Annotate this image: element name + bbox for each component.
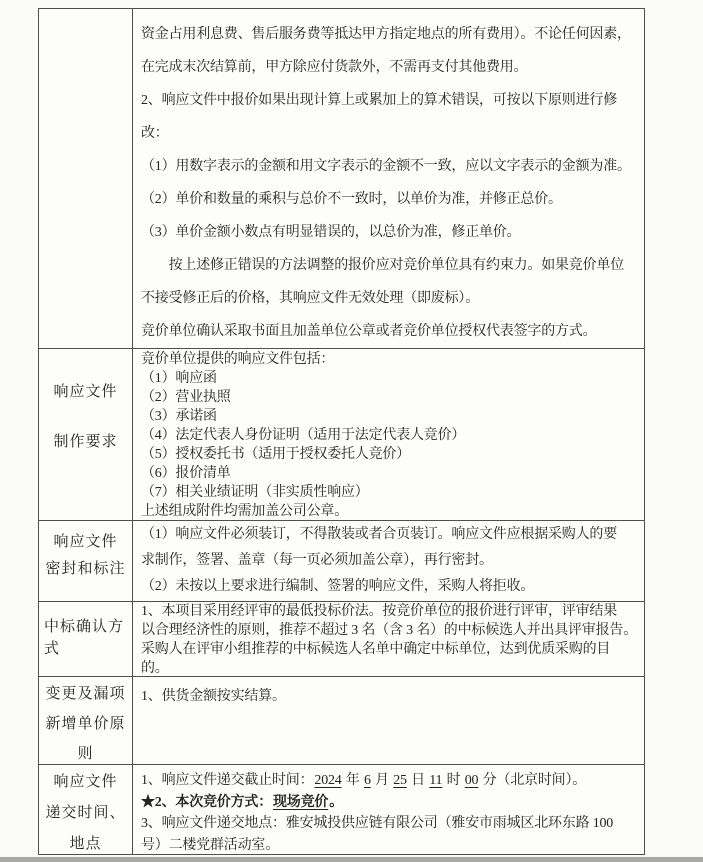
header-line: 响应文件	[53, 384, 118, 400]
body-line: （2）营业执照	[141, 390, 231, 405]
table-row-response-file-preparation	[39, 348, 644, 520]
row-header-response-file-sealing	[39, 521, 133, 601]
body-line: 不接受修正后的价格，其响应文件无效处理（即废标）。	[141, 291, 479, 306]
header-line: 新增单价原	[45, 716, 126, 732]
body-line: 上述组成附件均需加盖公司公章。	[141, 504, 348, 519]
row-body-response-file-preparation	[133, 349, 644, 520]
body-line	[141, 835, 644, 855]
body-line: （6）报价清单	[141, 466, 231, 481]
body-line: （4）法定代表人身份证明（适用于法定代表人竞价）	[141, 428, 466, 443]
underlined-value: 2024	[314, 773, 342, 788]
body-line: 的。	[141, 661, 169, 676]
underlined-value: 现场竞价	[273, 794, 329, 810]
body-line: 竞价单位确认采取书面且加盖单位公章或者竞价单位授权代表签字的方式。	[141, 324, 597, 339]
body-line	[141, 770, 644, 792]
row-body-response-file-sealing	[133, 521, 644, 601]
header-line: 则	[77, 746, 94, 762]
body-line: （7）相关业绩证明（非实质性响应）	[141, 485, 369, 500]
body-line: （1）响应文件必须装订，不得散装或者合页装订。响应文件应根据采购人的要	[141, 527, 617, 542]
header-line: 变更及漏项	[45, 686, 126, 702]
body-line: 以合理经济性的原则，推荐不超过 3 名（含 3 名）的中标候选人并出具评审报告。	[141, 623, 637, 638]
row-body-award-confirmation	[133, 602, 644, 676]
row-body-change-and-omission	[133, 677, 644, 764]
body-line	[141, 813, 644, 835]
row-header-submission-time-place	[39, 765, 133, 854]
header-line: 制作要求	[53, 434, 118, 450]
body-line: （5）授权委托书（适用于授权委托人竞价）	[141, 447, 410, 462]
row-header-award-confirmation	[39, 602, 133, 676]
body-line: （2）单价和数量的乘积与总价不一致时，以单价为准，并修正总价。	[141, 192, 562, 207]
body-line: 求制作，签署、盖章（每一页必须加盖公章），再行密封。	[141, 553, 493, 568]
underlined-value: 00	[464, 773, 479, 788]
scanner-edge-artifact	[0, 857, 703, 862]
underlined-value: 11	[429, 773, 443, 788]
row-body-submission-time-place	[133, 765, 644, 854]
table-row-submission-time-place	[39, 764, 644, 854]
text-segment: 3、响应文件递交地点：雅安城投供应链有限公司（雅安市雨城区北环东路 100	[141, 816, 614, 831]
row-header-response-file-preparation	[39, 349, 133, 520]
table-row-quote-correction	[39, 9, 644, 348]
body-line: 1、本项目采用经评审的最低投标价法。按竞价单位的报价进行评审，评审结果	[141, 604, 617, 619]
row-header-cell-empty	[39, 9, 133, 348]
text-segment: 号）二楼党群活动室。	[141, 837, 279, 853]
header-line: 递交时间、	[45, 805, 126, 821]
text-segment: 分（北京时间）。	[479, 773, 587, 788]
table-row-change-and-omission	[39, 676, 644, 764]
header-line: 响应文件	[53, 774, 118, 790]
body-line: 1、供货金额按实结算。	[141, 689, 286, 704]
body-line: 在完成末次结算前，甲方除应付货款外，不需再支付其他费用。	[141, 60, 528, 75]
body-line: 按上述修正错误的方法调整的报价应对竞价单位具有约束力。如果竞价单位	[141, 258, 624, 273]
table-row-award-confirmation	[39, 601, 644, 676]
body-line: （2）未按以上要求进行编制、签署的响应文件，采购人将拒收。	[141, 579, 535, 594]
text-segment: 日	[407, 773, 429, 788]
underlined-value: 25	[393, 773, 407, 788]
body-line: 2、响应文件中报价如果出现计算上或累加上的算术错误，可按以下原则进行修	[141, 93, 617, 108]
header-line: 密封和标注	[45, 561, 126, 577]
table-row-response-file-sealing	[39, 520, 644, 601]
text-segment: ★2、本次竞价方式：	[141, 794, 272, 810]
body-line: 改：	[141, 126, 169, 141]
row-header-change-and-omission	[39, 677, 133, 764]
text-segment: 月	[371, 773, 393, 788]
text-segment: 。	[329, 794, 344, 810]
text-segment: 时	[443, 773, 464, 788]
header-line: 地点	[69, 836, 102, 852]
underlined-value: 6	[364, 773, 371, 788]
text-segment: 年	[342, 773, 364, 788]
procurement-terms-table	[38, 8, 645, 855]
body-line: 资金占用利息费、售后服务费等抵达甲方指定地点的所有费用）。不论任何因素，	[141, 27, 631, 42]
body-line: （3）承诺函	[141, 409, 217, 424]
body-line: 采购人在评审小组推荐的中标候选人名单中确定中标单位，达到优质采购的目	[141, 642, 611, 657]
body-line: （3）单价金额小数点有明显错误的，以总价为准，修正单价。	[141, 225, 521, 240]
body-line: 竞价单位提供的响应文件包括：	[141, 352, 335, 367]
row-body-quote-correction	[133, 9, 644, 348]
header-line: 式	[44, 641, 61, 657]
body-line: （1）响应函	[141, 371, 217, 386]
body-line: （1）用数字表示的金额和用文字表示的金额不一致，应以文字表示的金额为准。	[141, 159, 631, 174]
body-line	[141, 792, 644, 814]
header-line: 响应文件	[53, 534, 118, 550]
text-segment: 1、响应文件递交截止时间：	[141, 773, 314, 788]
header-line: 中标确认方	[44, 619, 125, 635]
